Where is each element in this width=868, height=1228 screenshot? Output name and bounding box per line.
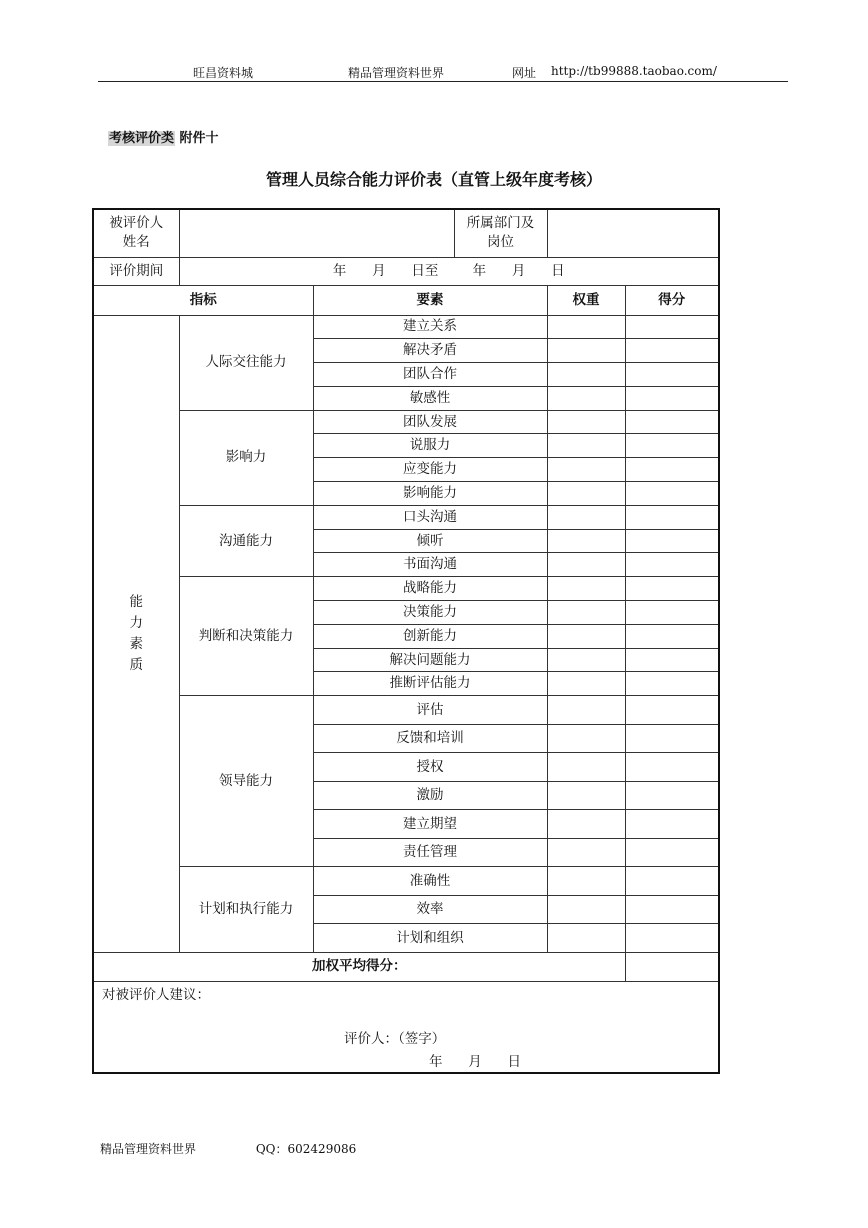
evaluator-signature: 评价人：（签字） xyxy=(344,1030,446,1047)
score-cell[interactable] xyxy=(625,410,719,434)
element-item: 授权 xyxy=(313,753,547,782)
evaluatee-name-field[interactable] xyxy=(179,209,454,257)
score-cell[interactable] xyxy=(625,624,719,648)
weight-cell[interactable] xyxy=(547,458,625,482)
element-item: 影响能力 xyxy=(313,482,547,506)
indicator-group: 沟通能力 xyxy=(179,505,313,576)
element-item: 解决矛盾 xyxy=(313,339,547,363)
weight-cell[interactable] xyxy=(547,624,625,648)
score-cell[interactable] xyxy=(625,672,719,696)
header-left: 旺昌资料城 xyxy=(193,66,254,80)
element-item: 应变能力 xyxy=(313,458,547,482)
table-row xyxy=(93,867,719,896)
weight-cell[interactable] xyxy=(547,386,625,410)
weighted-average-field[interactable] xyxy=(625,952,719,981)
table-header-row xyxy=(93,285,719,315)
score-cell[interactable] xyxy=(625,924,719,953)
table-row xyxy=(93,577,719,601)
suggestion-cell[interactable] xyxy=(93,981,719,1073)
score-cell[interactable] xyxy=(625,339,719,363)
category-char: 能 xyxy=(129,593,143,610)
table-row xyxy=(93,410,719,434)
element-item: 反馈和培训 xyxy=(313,724,547,753)
weight-cell[interactable] xyxy=(547,553,625,577)
score-cell[interactable] xyxy=(625,781,719,810)
page-footer xyxy=(100,1140,412,1157)
weight-cell[interactable] xyxy=(547,838,625,867)
header-score: 得分 xyxy=(625,285,719,315)
score-cell[interactable] xyxy=(625,810,719,839)
table-row xyxy=(93,315,719,339)
indicator-group: 影响力 xyxy=(179,410,313,505)
footer-qq: QQ：602429086 xyxy=(255,1142,357,1156)
element-item: 准确性 xyxy=(313,867,547,896)
period-row xyxy=(93,257,719,285)
element-item: 评估 xyxy=(313,696,547,725)
score-cell[interactable] xyxy=(625,895,719,924)
element-item: 说服力 xyxy=(313,434,547,458)
suggestion-row xyxy=(93,981,719,1073)
category-char: 质 xyxy=(129,656,143,673)
category-char: 素 xyxy=(129,635,143,652)
header-url[interactable]: http://tb99888.taobao.com/ xyxy=(551,64,717,78)
score-cell[interactable] xyxy=(625,648,719,672)
weighted-average-row xyxy=(93,952,719,981)
weight-cell[interactable] xyxy=(547,339,625,363)
weight-cell[interactable] xyxy=(547,505,625,529)
element-item: 激励 xyxy=(313,781,547,810)
weight-cell[interactable] xyxy=(547,895,625,924)
header-indicator: 指标 xyxy=(93,285,313,315)
element-item: 责任管理 xyxy=(313,838,547,867)
header-center: 精品管理资料世界 xyxy=(348,66,445,80)
element-item: 解决问题能力 xyxy=(313,648,547,672)
indicator-group: 判断和决策能力 xyxy=(179,577,313,696)
weight-cell[interactable] xyxy=(547,363,625,387)
evaluatee-label: 被评价人 姓名 xyxy=(93,209,179,257)
indicator-group: 计划和执行能力 xyxy=(179,867,313,953)
score-cell[interactable] xyxy=(625,867,719,896)
score-cell[interactable] xyxy=(625,458,719,482)
element-item: 建立期望 xyxy=(313,810,547,839)
category-rest: 附件十 xyxy=(179,131,219,146)
element-item: 团队发展 xyxy=(313,410,547,434)
score-cell[interactable] xyxy=(625,753,719,782)
weight-cell[interactable] xyxy=(547,924,625,953)
table-row xyxy=(93,696,719,725)
score-cell[interactable] xyxy=(625,482,719,506)
element-item: 书面沟通 xyxy=(313,553,547,577)
weight-cell[interactable] xyxy=(547,482,625,506)
suggestion-date: 年 月 日 xyxy=(429,1053,521,1070)
header-url-label: 网址 xyxy=(512,66,537,80)
table-row xyxy=(93,505,719,529)
weighted-average-label: 加权平均得分： xyxy=(93,952,625,981)
weight-cell[interactable] xyxy=(547,867,625,896)
score-cell[interactable] xyxy=(625,505,719,529)
category-char: 力 xyxy=(129,614,143,631)
weight-cell[interactable] xyxy=(547,724,625,753)
element-item: 倾听 xyxy=(313,529,547,553)
indicator-group: 领导能力 xyxy=(179,696,313,867)
weight-cell[interactable] xyxy=(547,529,625,553)
weight-cell[interactable] xyxy=(547,672,625,696)
element-item: 效率 xyxy=(313,895,547,924)
score-cell[interactable] xyxy=(625,315,719,339)
score-cell[interactable] xyxy=(625,724,719,753)
weight-cell[interactable] xyxy=(547,410,625,434)
score-cell[interactable] xyxy=(625,577,719,601)
element-item: 推断评估能力 xyxy=(313,672,547,696)
evaluation-table xyxy=(92,208,720,1074)
score-cell[interactable] xyxy=(625,838,719,867)
weight-cell[interactable] xyxy=(547,781,625,810)
category-label xyxy=(93,315,179,952)
element-item: 口头沟通 xyxy=(313,505,547,529)
score-cell[interactable] xyxy=(625,434,719,458)
score-cell[interactable] xyxy=(625,529,719,553)
page-header xyxy=(98,63,788,82)
element-item: 敏感性 xyxy=(313,386,547,410)
info-row xyxy=(93,209,719,257)
element-item: 决策能力 xyxy=(313,601,547,625)
score-cell[interactable] xyxy=(625,553,719,577)
dept-position-label: 所属部门及 岗位 xyxy=(454,209,547,257)
element-item: 创新能力 xyxy=(313,624,547,648)
period-field[interactable]: 年 月 日至 年 月 日 xyxy=(179,257,719,285)
category-line xyxy=(108,127,219,146)
element-item: 战略能力 xyxy=(313,577,547,601)
weight-cell[interactable] xyxy=(547,315,625,339)
element-item: 计划和组织 xyxy=(313,924,547,953)
weight-cell[interactable] xyxy=(547,434,625,458)
score-cell[interactable] xyxy=(625,363,719,387)
score-cell[interactable] xyxy=(625,386,719,410)
weight-cell[interactable] xyxy=(547,601,625,625)
period-label: 评价期间 xyxy=(93,257,179,285)
weight-cell[interactable] xyxy=(547,810,625,839)
score-cell[interactable] xyxy=(625,601,719,625)
indicator-group: 人际交往能力 xyxy=(179,315,313,410)
header-weight: 权重 xyxy=(547,285,625,315)
weight-cell[interactable] xyxy=(547,696,625,725)
weight-cell[interactable] xyxy=(547,753,625,782)
weight-cell[interactable] xyxy=(547,577,625,601)
suggestion-label: 对被评价人建议： xyxy=(102,986,210,1003)
header-element: 要素 xyxy=(313,285,547,315)
element-item: 团队合作 xyxy=(313,363,547,387)
dept-position-field[interactable] xyxy=(547,209,719,257)
footer-left: 精品管理资料世界 xyxy=(100,1142,197,1156)
weight-cell[interactable] xyxy=(547,648,625,672)
score-cell[interactable] xyxy=(625,696,719,725)
category-highlight: 考核评价类 xyxy=(109,131,175,146)
page-title: 管理人员综合能力评价表（直管上级年度考核） xyxy=(265,170,602,189)
element-item: 建立关系 xyxy=(313,315,547,339)
